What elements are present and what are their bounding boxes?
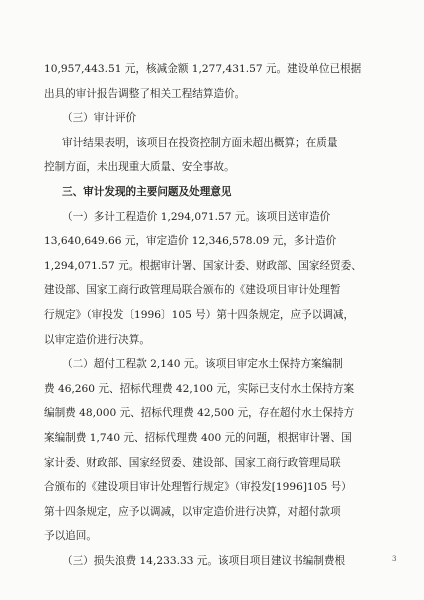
text-line: 第十四条规定，应予以调减，以审定造价进行决算，对超付款项 (44, 506, 341, 518)
text-line: 编制费 48,000 元、招标代理费 42,500 元，存在超付水土保持方 (44, 407, 355, 419)
text-line: （一）多计工程造价 1,294,071.57 元。该项目送审造价 (62, 211, 331, 223)
text-line: （二）超付工程款 2,140 元。该项目审定水土保持方案编制 (62, 358, 343, 370)
text-line: 以审定造价进行决算。 (44, 334, 150, 346)
text-line: 审计结果表明，该项目在投资控制方面未超出概算；在质量 (62, 137, 338, 149)
text-line: 13,640,649.66 元，审定造价 12,346,578.09 元，多计造价 (44, 235, 337, 247)
text-line: 予以追回。 (44, 530, 97, 542)
text-line: 合颁布的《建设项目审计处理暂行规定》（审投发[1996]105 号） (44, 481, 352, 493)
text-line: 家计委、财政部、国家经贸委、建设部、国家工商行政管理局联 (44, 457, 341, 469)
text-line: 10,957,443.51 元，核减金额 1,277,431.57 元。建设单位已根据 (44, 63, 362, 75)
section-heading: 三、审计发现的主要问题及处理意见 (62, 186, 232, 198)
text-line: （三）损失浪费 14,233.33 元。该项目项目建议书编制费根 (62, 555, 346, 567)
text-line: 费 46,260 元、招标代理费 42,100 元，实际已支付水土保持方案 (44, 383, 355, 395)
page-number: 3 (392, 555, 397, 563)
text-line: 建设部、国家工商行政管理局联合颁布的《建设项目审计处理暂 (44, 284, 341, 296)
text-line: 控制方面，未出现重大质量、安全事故。 (44, 161, 235, 173)
text-line: 行规定》（审投发〔1996〕105 号）第十四条规定，应予以调减， (44, 309, 355, 321)
text-line: 1,294,071.57 元。根据审计署、国家计委、财政部、国家经贸委、 (44, 260, 362, 272)
section-heading: （三）审计评价 (62, 112, 137, 124)
text-line: 出具的审计报告调整了相关工程结算造价。 (44, 88, 246, 100)
text-line: 案编制费 1,740 元、招标代理费 400 元的问题，根据审计署、国 (44, 432, 352, 444)
